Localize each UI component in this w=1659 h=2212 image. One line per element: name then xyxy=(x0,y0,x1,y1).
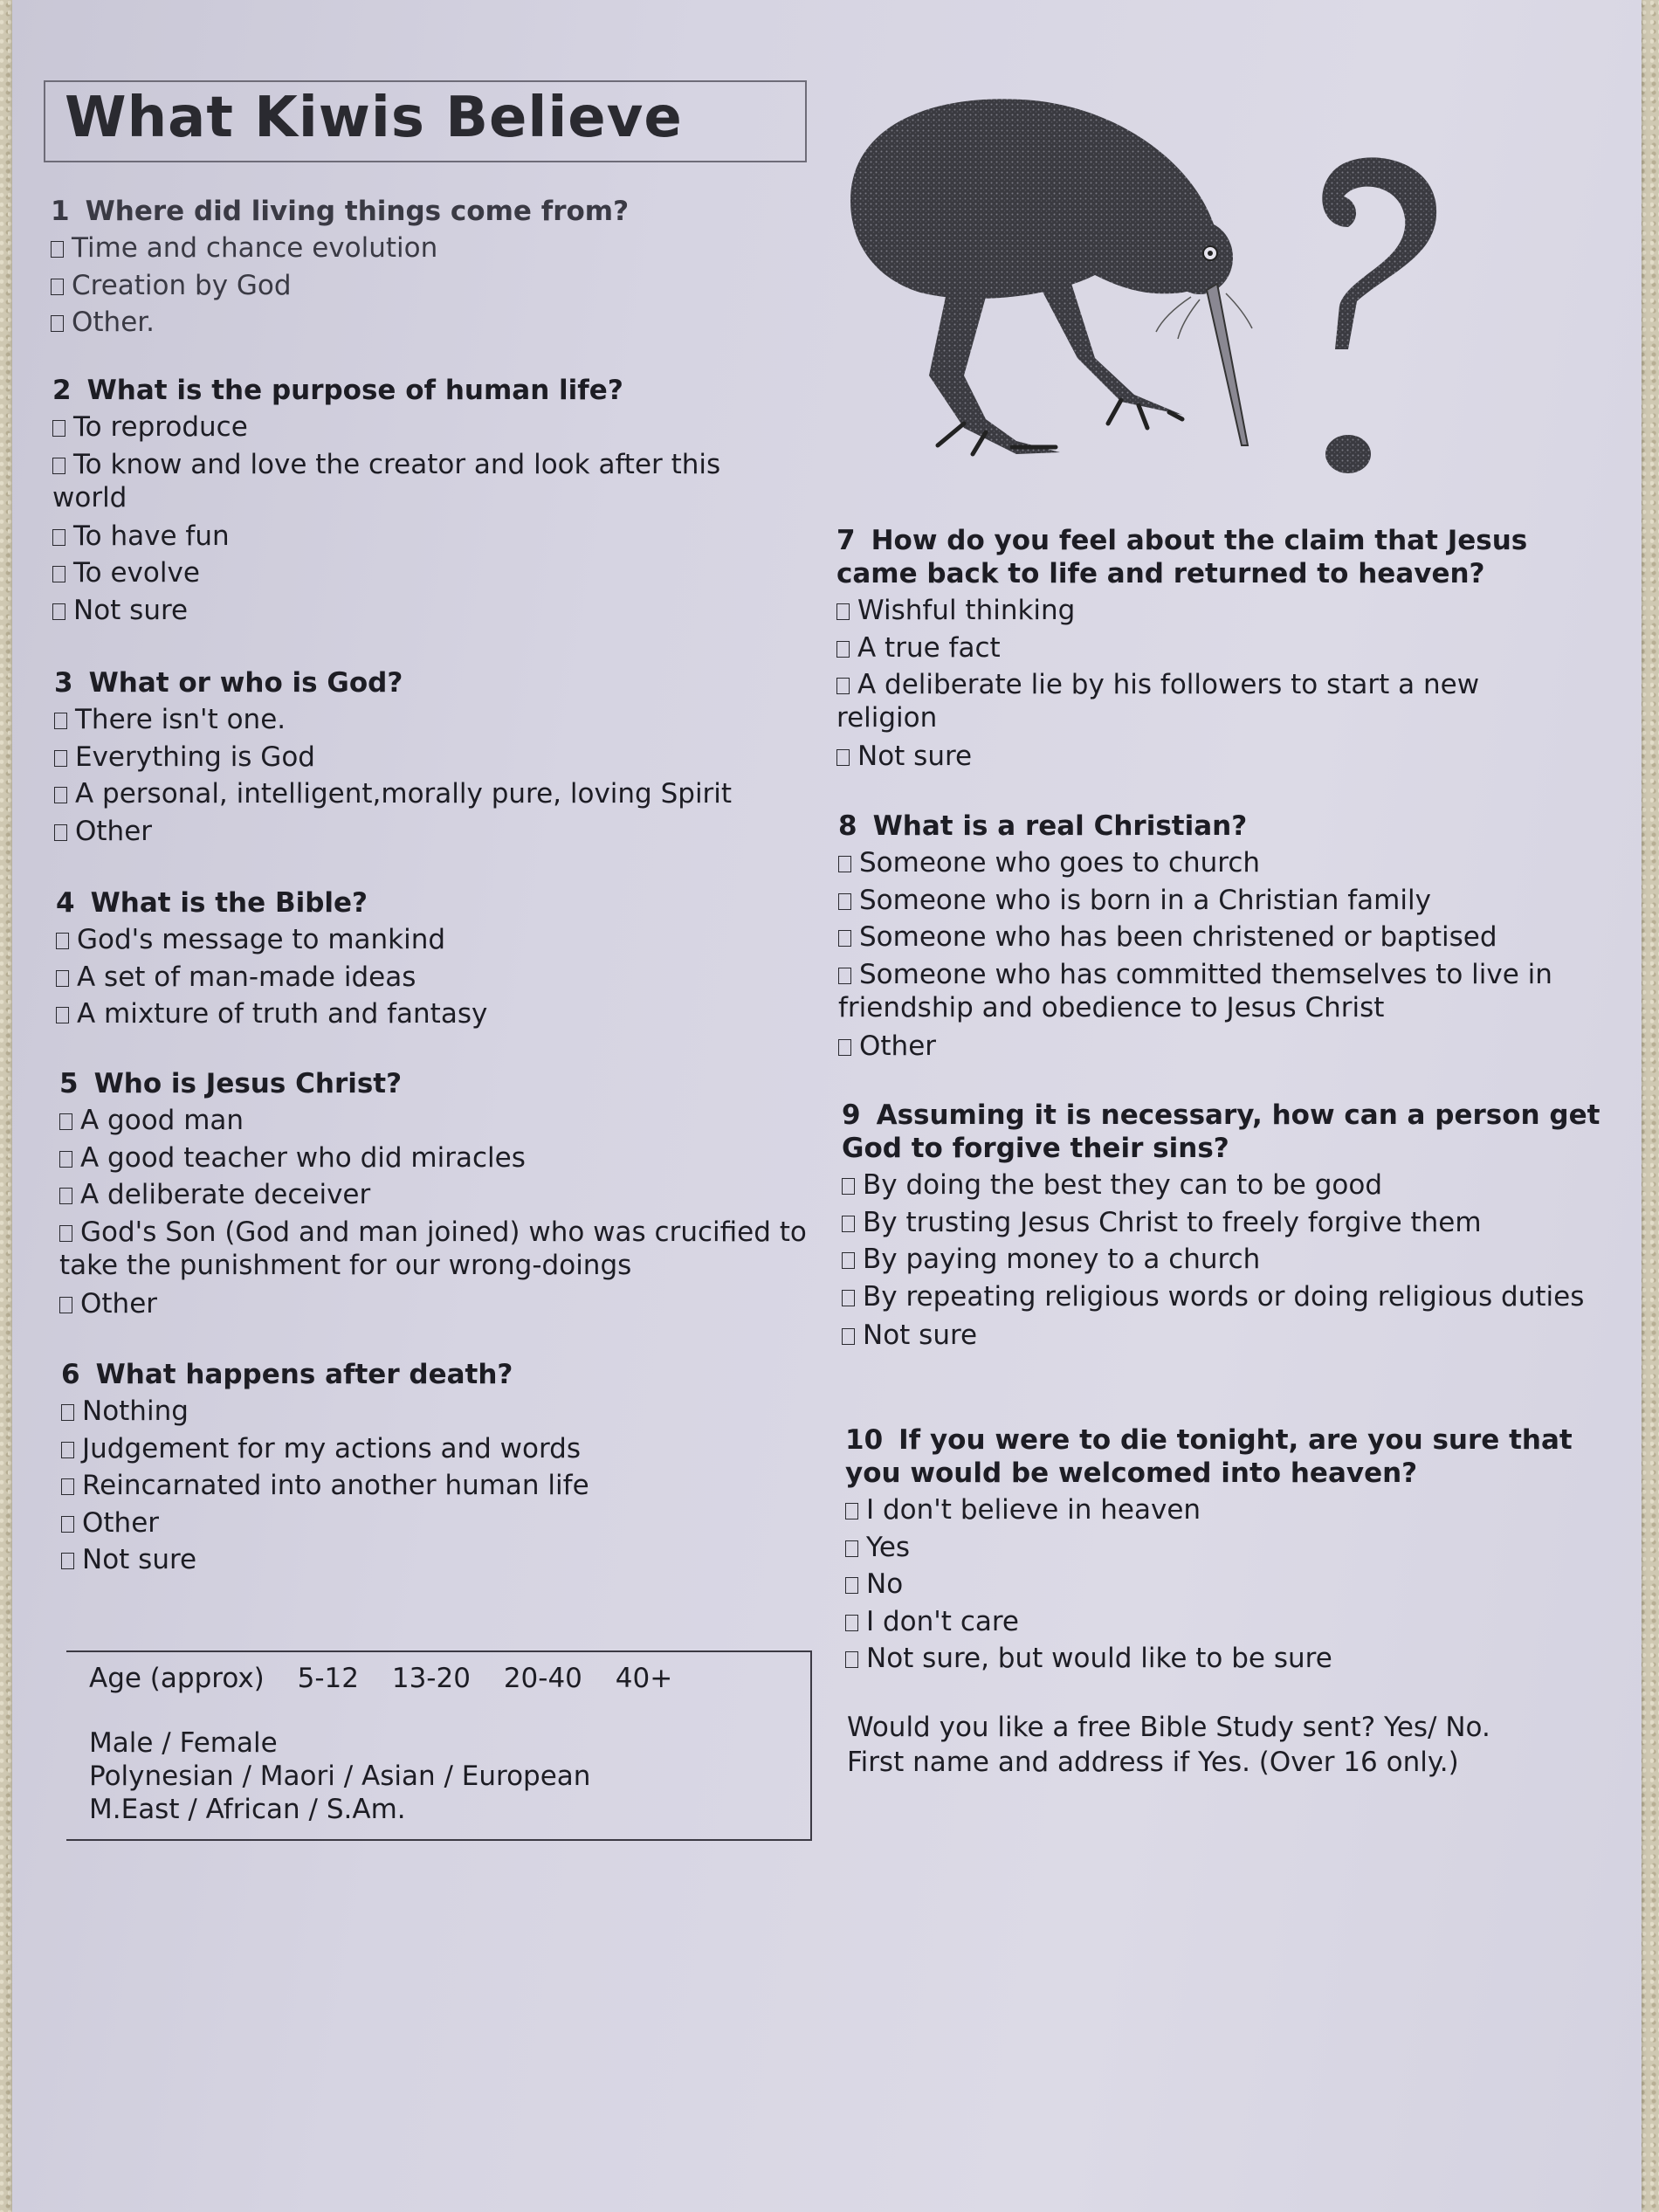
option-christened-or-baptised[interactable]: Someone who has been christened or baptised xyxy=(838,919,1615,956)
checkbox-icon[interactable] xyxy=(61,1516,74,1533)
question-8 xyxy=(838,810,1615,1065)
option-other[interactable]: Other xyxy=(61,1505,830,1542)
question-text: Where did living things come from? xyxy=(85,196,630,227)
option-deliberate-deceiver[interactable]: A deliberate deceiver xyxy=(59,1176,828,1214)
option-paying-money[interactable]: By paying money to a church xyxy=(842,1241,1610,1278)
age-label: Age (approx) xyxy=(89,1663,265,1694)
question-5 xyxy=(59,1067,828,1322)
question-text: What is the Bible? xyxy=(90,887,368,919)
checkbox-icon[interactable] xyxy=(838,968,851,984)
question-mark-icon xyxy=(1322,157,1436,473)
question-number: 4 xyxy=(56,887,75,919)
checkbox-icon[interactable] xyxy=(836,603,850,620)
checkbox-icon[interactable] xyxy=(59,1113,72,1130)
checkbox-icon[interactable] xyxy=(842,1216,855,1232)
checkbox-icon[interactable] xyxy=(842,1290,855,1306)
checkbox-icon[interactable] xyxy=(845,1503,858,1519)
option-other[interactable]: Other. xyxy=(51,304,802,341)
question-number: 5 xyxy=(59,1068,79,1099)
option-there-isnt-one[interactable]: There isn't one. xyxy=(54,701,814,739)
option-not-sure[interactable]: Not sure xyxy=(836,738,1579,775)
checkbox-icon[interactable] xyxy=(838,856,851,872)
option-good-teacher[interactable]: A good teacher who did miracles xyxy=(59,1140,828,1177)
checkbox-icon[interactable] xyxy=(845,1577,858,1594)
ethnicity-row-2[interactable]: M.East / African / S.Am. xyxy=(89,1794,406,1825)
kiwi-question-illustration xyxy=(833,87,1497,489)
question-7 xyxy=(836,524,1579,775)
option-time-and-chance-evolution[interactable]: Time and chance evolution xyxy=(51,230,802,267)
option-gods-message[interactable]: God's message to mankind xyxy=(56,921,807,959)
checkbox-icon[interactable] xyxy=(54,750,67,767)
option-yes[interactable]: Yes xyxy=(845,1529,1614,1567)
age-option[interactable]: 20-40 xyxy=(503,1663,582,1694)
bible-study-offer xyxy=(847,1710,1598,1780)
checkbox-icon[interactable] xyxy=(61,1404,74,1421)
checkbox-icon[interactable] xyxy=(52,603,65,620)
question-text: How do you feel about the claim that Jesus came back to life and returned to heaven? xyxy=(836,525,1528,589)
question-3 xyxy=(54,666,814,850)
checkbox-icon[interactable] xyxy=(52,420,65,437)
checkbox-icon[interactable] xyxy=(52,566,65,582)
question-number: 6 xyxy=(61,1359,80,1390)
checkbox-icon[interactable] xyxy=(845,1651,858,1668)
checkbox-icon[interactable] xyxy=(842,1178,855,1195)
option-other[interactable]: Other xyxy=(838,1028,1615,1065)
ethnicity-row-1[interactable]: Polynesian / Maori / Asian / European xyxy=(89,1761,591,1792)
option-to-evolve[interactable]: To evolve xyxy=(52,555,803,592)
checkbox-icon[interactable] xyxy=(51,279,64,295)
option-a-good-man[interactable]: A good man xyxy=(59,1102,828,1140)
checkbox-icon[interactable] xyxy=(838,1039,851,1056)
option-not-sure[interactable]: Not sure xyxy=(52,592,803,630)
page-title: What Kiwis Believe xyxy=(65,86,683,150)
option-other[interactable]: Other xyxy=(54,813,814,851)
option-man-made-ideas[interactable]: A set of man-made ideas xyxy=(56,959,807,996)
checkbox-icon[interactable] xyxy=(59,1297,72,1313)
question-text: What is the purpose of human life? xyxy=(86,375,623,406)
checkbox-icon[interactable] xyxy=(59,1225,72,1242)
question-number: 1 xyxy=(51,196,70,227)
option-to-have-fun[interactable]: To have fun xyxy=(52,518,803,555)
checkbox-icon[interactable] xyxy=(845,1540,858,1557)
checkbox-icon[interactable] xyxy=(51,241,64,258)
gender-row[interactable]: Male / Female xyxy=(89,1727,278,1759)
question-4 xyxy=(56,886,807,1033)
option-personal-spirit[interactable]: A personal, intelligent,morally pure, loving Spirit xyxy=(54,775,814,813)
option-born-christian-family[interactable]: Someone who is born in a Christian family xyxy=(838,882,1615,920)
checkbox-icon[interactable] xyxy=(52,529,65,546)
question-number: 2 xyxy=(52,375,72,406)
option-to-know-and-love-the-creator[interactable]: To know and love the creator and look after this world xyxy=(52,448,721,513)
question-text: Assuming it is necessary, how can a person get God to forgive their sins? xyxy=(842,1099,1600,1164)
checkbox-icon[interactable] xyxy=(842,1252,855,1269)
checkbox-icon[interactable] xyxy=(56,933,69,949)
option-nothing[interactable]: Nothing xyxy=(61,1393,830,1430)
checkbox-icon[interactable] xyxy=(54,713,67,729)
checkbox-icon[interactable] xyxy=(59,1151,72,1168)
question-number: 7 xyxy=(836,525,856,556)
option-committed-to-jesus[interactable]: Someone who has committed themselves to live in friendship and obedience to Jesus Christ xyxy=(838,958,1552,1023)
option-no[interactable]: No xyxy=(845,1566,1614,1603)
option-not-sure[interactable]: Not sure xyxy=(842,1317,1610,1354)
checkbox-icon[interactable] xyxy=(54,824,67,841)
option-judgement[interactable]: Judgement for my actions and words xyxy=(61,1430,830,1468)
question-6 xyxy=(61,1358,830,1579)
option-doing-best[interactable]: By doing the best they can to be good xyxy=(842,1167,1610,1204)
option-goes-to-church[interactable]: Someone who goes to church xyxy=(838,844,1615,882)
question-number: 3 xyxy=(54,667,73,699)
question-number: 10 xyxy=(845,1424,884,1456)
question-number: 9 xyxy=(842,1099,861,1131)
option-trusting-jesus[interactable]: By trusting Jesus Christ to freely forgive them xyxy=(842,1204,1610,1242)
option-deliberate-lie[interactable]: A deliberate lie by his followers to start a new religion xyxy=(836,669,1480,734)
option-a-true-fact[interactable]: A true fact xyxy=(836,630,1579,667)
bible-study-question: Would you like a free Bible Study sent? Yes/ No. xyxy=(847,1712,1490,1743)
option-gods-son[interactable]: God's Son (God and man joined) who was crucified to take the punishment for our wrong-doings xyxy=(59,1216,807,1281)
checkbox-icon[interactable] xyxy=(842,1328,855,1345)
checkbox-icon[interactable] xyxy=(836,641,850,658)
question-text: Who is Jesus Christ? xyxy=(93,1068,403,1099)
checkbox-icon[interactable] xyxy=(838,893,851,910)
age-option[interactable]: 5-12 xyxy=(297,1663,359,1694)
checkbox-icon[interactable] xyxy=(51,315,64,332)
option-not-sure[interactable]: Not sure xyxy=(61,1541,830,1579)
title-box xyxy=(44,80,807,162)
checkbox-icon[interactable] xyxy=(59,1188,72,1204)
option-creation-by-god[interactable]: Creation by God xyxy=(51,267,802,305)
age-option[interactable]: 13-20 xyxy=(391,1663,471,1694)
question-number: 8 xyxy=(838,810,857,842)
question-9 xyxy=(842,1099,1610,1354)
question-1 xyxy=(51,195,802,341)
option-truth-and-fantasy[interactable]: A mixture of truth and fantasy xyxy=(56,996,807,1033)
checkbox-icon[interactable] xyxy=(836,749,850,766)
checkbox-icon[interactable] xyxy=(61,1553,74,1569)
checkbox-icon[interactable] xyxy=(54,787,67,803)
question-text: If you were to die tonight, are you sure that you would be welcomed into heaven? xyxy=(845,1424,1573,1489)
option-religious-words[interactable]: By repeating religious words or doing religious duties xyxy=(842,1280,1610,1313)
option-not-sure-would-like[interactable]: Not sure, but would like to be sure xyxy=(845,1640,1614,1678)
checkbox-icon[interactable] xyxy=(52,458,65,474)
kiwi-bird-icon xyxy=(850,99,1252,454)
age-option[interactable]: 40+ xyxy=(615,1663,673,1694)
question-text: What or who is God? xyxy=(88,667,403,699)
checkbox-icon[interactable] xyxy=(61,1478,74,1495)
checkbox-icon[interactable] xyxy=(838,930,851,947)
option-other[interactable]: Other xyxy=(59,1285,828,1323)
option-dont-believe-in-heaven[interactable]: I don't believe in heaven xyxy=(845,1492,1614,1529)
question-text: What is a real Christian? xyxy=(872,810,1248,842)
option-reincarnated[interactable]: Reincarnated into another human life xyxy=(61,1467,830,1505)
checkbox-icon[interactable] xyxy=(56,970,69,987)
survey-sheet xyxy=(12,0,1642,2212)
checkbox-icon[interactable] xyxy=(845,1615,858,1631)
option-dont-care[interactable]: I don't care xyxy=(845,1603,1614,1641)
checkbox-icon[interactable] xyxy=(61,1442,74,1458)
question-text: What happens after death? xyxy=(95,1359,513,1390)
checkbox-icon[interactable] xyxy=(836,678,850,694)
checkbox-icon[interactable] xyxy=(56,1007,69,1023)
demographics-box xyxy=(66,1650,812,1841)
age-row xyxy=(89,1663,672,1694)
option-everything-is-god[interactable]: Everything is God xyxy=(54,739,814,776)
question-2 xyxy=(52,374,803,629)
option-wishful-thinking[interactable]: Wishful thinking xyxy=(836,592,1579,630)
option-to-reproduce[interactable]: To reproduce xyxy=(52,409,803,446)
question-10 xyxy=(845,1423,1614,1678)
bible-study-instructions: First name and address if Yes. (Over 16 only.) xyxy=(847,1747,1459,1778)
